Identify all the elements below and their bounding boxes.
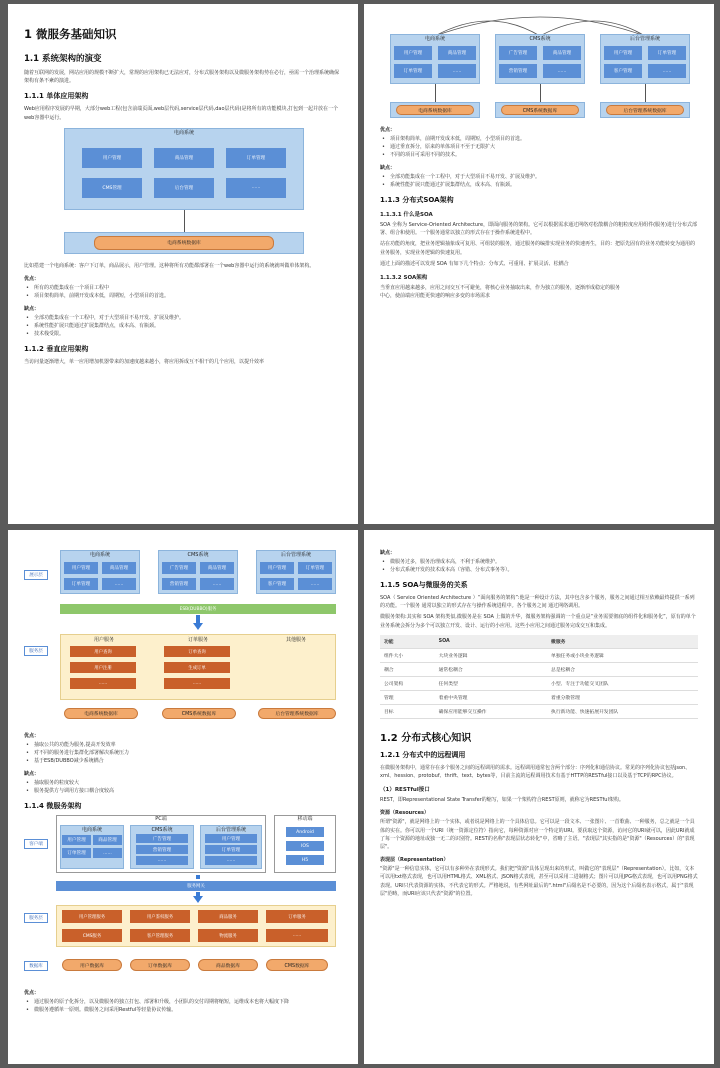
cons-list [380,558,698,574]
module-box: ...... [226,178,286,198]
soa-paragraph-5: 中心，使前端应用能更快速的响应多变的市场需求 [380,293,491,300]
heading-1-1-3-1: 1.1.3.1 什么是SOA [380,212,433,218]
list-item: • 全部功能集成在一个工程中，对于大型项目不易开发、扩展及维护。 [380,173,698,181]
database-cylinder: 后台管理系统数据库 [606,105,684,115]
list-item: • 抽取公共的功能为服务,提高开发效率 [24,741,342,749]
module-box: CMS管理 [82,178,142,198]
database-cylinder: 电商系统数据库 [396,105,474,115]
rest-paragraph: REST，即Representational State Transfer的缩写，如果一个架构符合REST原则，就称它为RESTful架构。 [380,797,624,804]
table-cell: 着重中央管理 [435,690,547,704]
service-item: 用户查询 [70,646,136,657]
cons-label: 缺点： [24,306,40,313]
pros-list [380,135,698,159]
heading-restful: （1）RESTful接口 [380,787,430,794]
module-box: 订单管理 [64,578,98,590]
connector-line [435,84,436,102]
arrow-down-icon [193,896,203,903]
module-box: ...... [543,64,581,78]
pros-list [24,741,342,765]
service-item: 订单查询 [164,646,230,657]
esb-bus: ESB(DUBBO)服务 [60,604,336,614]
api-gateway: 服务网关 [56,881,336,891]
pros-label: 优点： [380,127,396,133]
cons-label: 缺点： [380,165,396,171]
pros-label: 优点： [24,990,40,996]
mobile-item: IOS [286,841,324,851]
module-box: 客户管理 [260,578,294,590]
table-header: 功能 [380,635,435,649]
list-item: • 项目架构简单，前期开发成本低，周期短，小型项目的首选。 [24,292,342,300]
pros-label: 优点： [24,733,40,739]
system-ecommerce [60,825,124,869]
service-item: CMS服务 [62,929,122,942]
module-box: 商品管理 [543,46,581,60]
list-item: • 对不同的服务进行集群化部署解决系统压力 [24,749,342,757]
database-cylinder: CMS数据库 [266,959,328,971]
database-cylinder: 电商系统数据库 [94,236,274,250]
heading-1-1: 1.1 系统架构的演变 [24,54,102,64]
service-title: 用户服务 [93,637,114,643]
list-item: • 微服务过多，服务治理成本高，不利于系统维护。 [380,558,698,566]
table-cell: 确保应用能够交互操作 [435,704,547,718]
soa-paragraph-4: 当垂直应用越来越多，应用之间交互不可避免，将核心业务抽取出来，作为独立的服务，逐渐形成稳定的服务 [380,285,621,292]
module-box: ...... [205,856,257,865]
system-title: 后台管理系统 [629,36,660,42]
module-box: 用户管理 [260,562,294,574]
list-item: • 技术栈受限。 [24,330,342,338]
module-box: 客户管理 [604,64,642,78]
cons-list [24,314,342,338]
soa-diagram [24,548,342,726]
soa-paragraph-2: 站在功能的角度，把业务逻辑抽象成可复用、可组装的服务，通过服务的编排实现业务的快速再生，目的：把原先固有的业务功能转变为通用的业务服务，实现业务逻辑的快速复用。 [380,241,696,256]
table-cell: 执行新功能、快速拓展开发团队 [547,704,698,718]
database-cylinder: 用户数据库 [62,959,122,971]
service-item: ...... [266,929,328,942]
module-box: 订单管理 [394,64,432,78]
relation-paragraph-1: SOA（ Service Oriented Architecture ）“面向服务的架构”:他是一种设计方法，其中包含多个服务，服务之间通过相互依赖最终提供一系列的功能。一个服务 通常以独立的形式存在与操作系统进程中。各个服务之间 通过网络调用。 [380,595,695,610]
mono-desc: Web应用程序发展的早期，大部分web工程(包含前端页面,web层代码,service层代码,dao层代码)是将所有的功能模块,打包到一起并放在一个web容器中运行。 [24,106,339,121]
representation-paragraph: "资源"是一种信息实体，它可以有多种外在表现形式。我们把"资源"具体呈现出来的形式，叫做它的"表现层"（Representation）。比如，文本可以用txt格式表现，也可以用HTML格式、XML格式、JSON格式表现，甚至可以采用二进制格式；图片可以用JPG格式表现，也可以用PNG格式表现。URI只代表资源的实体，不代表它的形式。严格地说，有些网址最后的".html"后缀名是不必要的，因为这个后缀名表示格式，属于"表现层"范畴，而URI应该只代表"资源"的位置。 [380,866,698,897]
table-cell: 大块业务逻辑 [435,648,547,662]
table-row [380,648,698,662]
relation-paragraph-2: 微服务架构:其实和 SOA 架构类似,微服务是在 SOA 上做的升华，微服务架构强调的一个重点是“业务需要彻底的组件化和服务化”，原有的单个业务系统会拆分为多个可以独立开发、设计、运行的小应用。这些小应用之间通过服务完成交互和集成。 [380,614,696,629]
mobile-item: H5 [286,855,324,865]
module-box: 营销管理 [499,64,537,78]
arrow-stem [196,615,200,623]
system-title: CMS系统 [529,36,551,42]
cons-label: 缺点： [24,771,40,777]
pros-list [24,284,342,300]
list-item: • 系统性能扩展只能通过扩展集群结点，成本高、有瓶颈。 [380,181,698,189]
table-cell: 着重分散管理 [547,690,698,704]
connector-line [184,210,185,232]
table-row [380,704,698,718]
page-4 [364,530,714,1064]
table-cell: 公司架构 [380,676,435,690]
service-item: 用户注册 [70,662,136,673]
list-item: • 服务提供方与调用方接口耦合度较高 [24,787,342,795]
module-box: 订单管理 [62,848,91,858]
table-header: SOA [435,635,547,649]
system-title: CMS系统 [187,552,209,558]
mobile-label: 移动端 [297,816,313,822]
comparison-table [380,635,698,719]
monolith-diagram [24,126,342,256]
system-title: 电商系统 [81,827,102,833]
page-2 [364,4,714,524]
table-cell: 小型、专注于功能交叉团队 [547,676,698,690]
intro-paragraph: 随着互联网的发展，网站应用的规模不断扩大，常规的应用架构已无法应对，分布式服务架构以及微服务架构势在必行，亟需一个治理系统确保架构有条不紊的演进。 [24,70,340,85]
system-title: 后台管理系统 [280,552,311,558]
heading-1-1-5: 1.1.5 SOA与微服务的关系 [380,581,468,589]
module-box: 商品管理 [154,148,214,168]
module-box: 营销管理 [162,578,196,590]
table-cell: 任何类型 [435,676,547,690]
heading-1-1-3: 1.1.3 分布式SOA架构 [380,196,454,204]
service-item: 物流服务 [198,929,258,942]
heading-1-1-2: 1.1.2 垂直应用架构 [24,345,89,354]
database-cylinder: CMS系统数据库 [501,105,579,115]
module-box: 商品管理 [438,46,476,60]
module-box: 订单管理 [648,46,686,60]
table-header-row [380,635,698,649]
service-item: 订单服务 [266,910,328,923]
service-item: 用户管理服务 [62,910,122,923]
table-row [380,662,698,676]
module-box: 后台管理 [154,178,214,198]
list-item: • 微服务遵循单一原则。微服务之间采用Restful等轻量协议传输。 [24,1006,342,1014]
module-box: ...... [93,848,122,858]
table-cell: 耦合 [380,662,435,676]
list-item: • 基于ESB/DUBBO减少系统耦合 [24,757,342,765]
system-title: CMS系统 [151,827,173,833]
cons-list [24,779,342,795]
representation-label: 表现层（Representation） [380,857,449,864]
system-title: 电商系统 [89,552,110,558]
database-cylinder: 订单数据库 [130,959,190,971]
service-item: ...... [164,678,230,689]
module-box: 订单管理 [226,148,286,168]
rpc-paragraph: 在微服务架构中，通常存在多个服务之间的远程调用的需求。远程调用通常包含两个部分：序列化和通信协议。常见的序列化协议包括json、xml、hession、protobuf、thrift、text、bytes等，目前主流的远程调用技术有基于HTTP的RESTful接口以及基于TCP的RPC协议。 [380,764,691,780]
database-cylinder: 后台管理系统数据库 [258,708,336,719]
module-box: ...... [298,578,332,590]
table-cell: 目标 [380,704,435,718]
table-row [380,690,698,704]
table-row [380,676,698,690]
module-box: 广告管理 [162,562,196,574]
table-cell: 单独任务或小块业务逻辑 [547,648,698,662]
list-item: • 不同的项目可采用不同的技术。 [380,151,698,159]
list-item: • 分布式系统开发的技术成本高（容错、分布式事务等）。 [380,566,698,574]
service-item: 生成订单 [164,662,230,673]
soa-paragraph-3: 通过上面的描述可以发现 SOA 有如下几个特点：分布式、可重用、扩展灵活、松耦合 [380,260,569,267]
service-item: 商品服务 [198,910,258,923]
module-box: 商品管理 [102,562,136,574]
list-item: • 项目架构简单，前期开发成本低，周期短，小型项目的首选。 [380,135,698,143]
soa-paragraph-1: SOA 全称为 Service-Oriented Architecture，即面向服务的架构。它可以根据需求通过网络对松散耦合的粗粒度应用组件(服务)进行分布式部署、组合和使用。一个服务通常以独立的形式存在于操作系统进程中。 [380,222,697,237]
module-box: 订单管理 [205,845,257,854]
table-cell: 通常松耦合 [435,662,547,676]
module-box: ...... [200,578,234,590]
heading-1-2: 1.2 分布式核心知识 [380,732,472,744]
module-box: ...... [438,64,476,78]
cons-list [380,173,698,189]
heading-1: 1 微服务基础知识 [24,27,117,41]
list-item: • 通过垂直拆分，原来的单体项目不至于无限扩大 [380,143,698,151]
module-box: 订单管理 [298,562,332,574]
vertical-diagram [380,12,698,120]
module-box: 商品管理 [93,835,122,845]
module-box: 用户管理 [62,835,91,845]
pros-list [24,998,342,1014]
database-cylinder: CMS系统数据库 [162,708,236,719]
service-item: ...... [70,678,136,689]
service-item: 客户管理服务 [130,929,190,942]
pros-label: 优点： [24,276,40,283]
module-box: ...... [102,578,136,590]
arrow-down-icon [193,623,203,630]
module-box: ...... [136,856,188,865]
module-box: 广告管理 [499,46,537,60]
layer-label: 客户端 [24,839,48,849]
list-item: • 通过服务的原子化拆分，以及微服务的独立打包、部署和升级，小团队的交付周期将缩短，运维成本也将大幅度下降 [24,998,342,1006]
connector-line [645,84,646,102]
layer-label: 数据库 [24,961,48,971]
module-box: 广告管理 [136,834,188,843]
module-box: 用户管理 [604,46,642,60]
mobile-item: Android [286,827,324,837]
service-title: 其他服务 [285,637,306,643]
layer-label: 展示层 [24,570,48,580]
database-cylinder: 商品数据库 [198,959,258,971]
page-3 [8,530,358,1064]
database-cylinder: 电商系统数据库 [64,708,138,719]
heading-1-1-3-2: 1.1.3.2 SOA架构 [380,275,428,282]
module-box: 用户管理 [205,834,257,843]
list-item: • 系统性能扩展只能通过扩展集群结点，成本高、有瓶颈。 [24,322,342,330]
table-header: 微服务 [547,635,698,649]
table-cell: 总是松耦合 [547,662,698,676]
resources-label: 资源（Resources） [380,810,430,817]
layer-label: 服务层 [24,913,48,923]
list-item: • 全部功能集成在一个工程中，对于大型项目不易开发、扩展及维护。 [24,314,342,322]
microservice-diagram [24,815,342,983]
after-paragraph: 比如搭建一个电商系统：客户下订单，商品展示，用户管理。这种将所有功能都部署在一个web容器中运行的系统就叫做单体架构。 [24,262,315,269]
page-1 [8,4,358,524]
module-box: ...... [648,64,686,78]
system-title: 电商系统 [424,36,445,42]
table-cell: 管理 [380,690,435,704]
list-item: • 抽取服务的粒度较大 [24,779,342,787]
resources-paragraph: 所谓"资源"，就是网络上的一个实体，或者说是网络上的一个具体信息。它可以是一段文本、一张图片、一首歌曲、一种服务，总之就是一个具体的实在。你可以用一个URI（统一资源定位符）指向它，每种资源对应一个特定的URI。要获取这个资源，访问它的URI就可以，因此URI就成了每一个资源的地址或独一无二的识别符。REST的名称"表现层状态转化"中，省略了主语。"表现层"其实指的是"资源"（Resources）的"表现层"。 [380,819,695,851]
connector-line [540,84,541,102]
arrow-stem [196,875,200,879]
module-box: 用户管理 [394,46,432,60]
list-item: • 所有的功能集成在一个项目工程中 [24,284,342,292]
vertical-paragraph: 当访问量逐渐增大，单一应用增加机器带来的加速度越来越小，将应用拆成互不相干的几个应用，以提升效率 [24,359,265,366]
cons-label: 缺点： [380,550,396,556]
system-title: 后台管理系统 [215,827,246,833]
pc-label: PC端 [155,816,167,822]
module-box: 用户管理 [82,148,142,168]
system-title: 电商系统 [173,129,194,136]
module-box: 营销管理 [136,845,188,854]
heading-1-2-1: 1.2.1 分布式中的远程调用 [380,750,466,759]
module-box: 商品管理 [200,562,234,574]
module-box: 用户管理 [64,562,98,574]
table-cell: 组件大小 [380,648,435,662]
service-item: 用户鉴权服务 [130,910,190,923]
heading-1-1-4: 1.1.4 微服务架构 [24,802,82,810]
layer-label: 服务层 [24,646,48,656]
service-title: 订单服务 [187,637,208,643]
heading-1-1-1: 1.1.1 单体应用架构 [24,92,89,101]
